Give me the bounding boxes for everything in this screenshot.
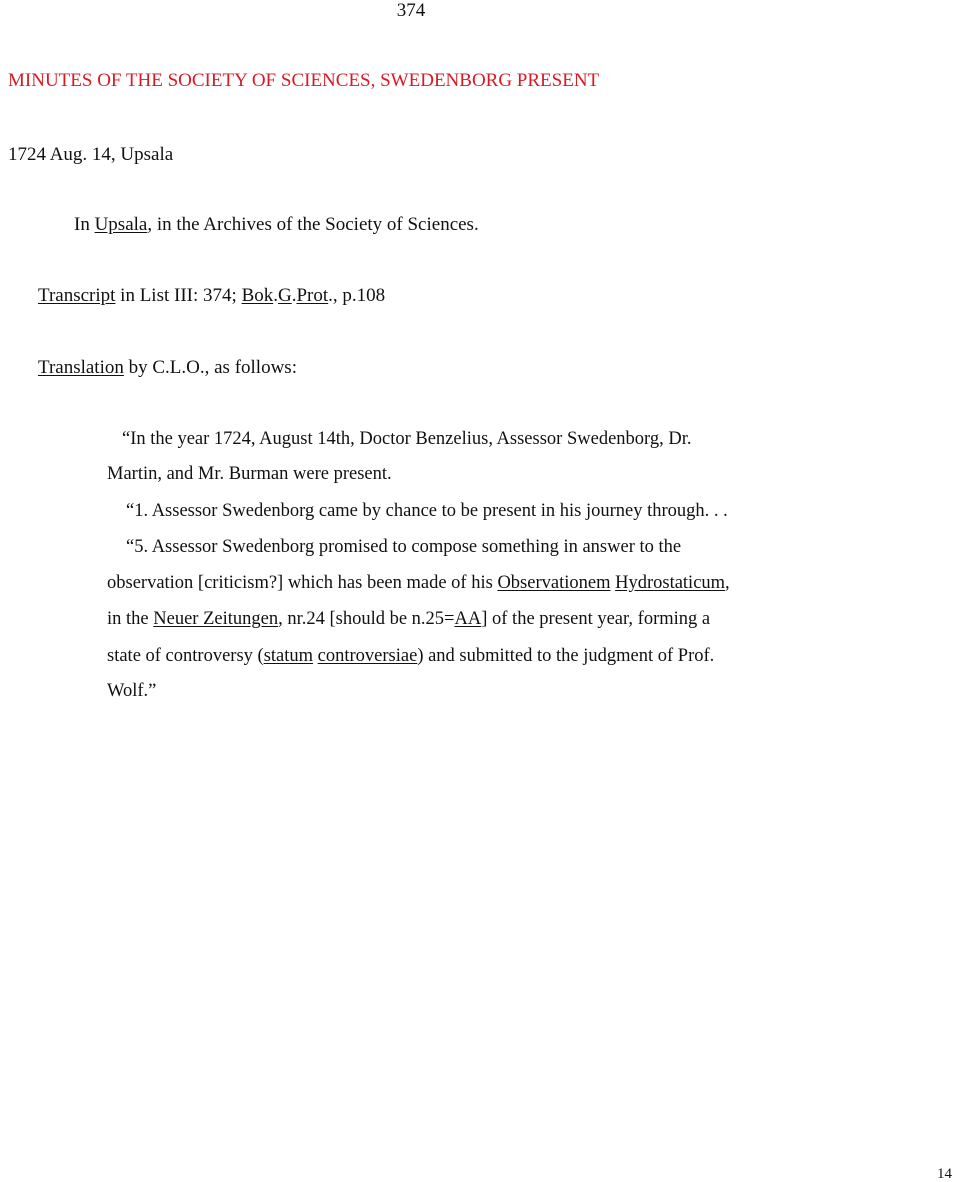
transcript-g: G (278, 285, 292, 306)
p3-hydrostaticum: Hydrostaticum (615, 573, 726, 593)
p3-line2-post: , (725, 573, 730, 593)
quote-p1-line2: Martin, and Mr. Burman were present. (107, 464, 392, 484)
quote-p1-line1: “In the year 1724, August 14th, Doctor Benzelius, Assessor Swedenborg, Dr. (122, 429, 692, 449)
transcript-line (38, 285, 385, 307)
p3-line3-pre: in the (107, 609, 154, 629)
archive-place-link: Upsala (94, 214, 148, 235)
quote-p3-line5: Wolf.” (107, 681, 157, 701)
quote-p3-line2 (107, 572, 730, 594)
transcript-label: Transcript (38, 285, 116, 306)
date-line: 1724 Aug. 14, Upsala (8, 144, 174, 165)
transcript-mid: in List III: 374; (115, 285, 242, 306)
p3-aa: AA (454, 609, 482, 629)
document-heading: MINUTES OF THE SOCIETY OF SCIENCES, SWEDENBORG PRESENT (8, 70, 600, 91)
transcript-prot: Prot (296, 285, 329, 306)
quote-p2-line1: “1. Assessor Swedenborg came by chance to be present in his journey through. . . (126, 501, 728, 521)
p3-neuer-zeitungen: Neuer Zeitungen (153, 609, 279, 629)
translation-label: Translation (38, 357, 124, 378)
page-number-top: 374 (396, 0, 426, 21)
p3-observationem: Observationem (497, 573, 611, 593)
quote-p3-line3 (107, 608, 710, 630)
transcript-post: ., p.108 (328, 285, 386, 306)
archive-line (74, 214, 479, 236)
p3-line4-pre: state of controversy ( (107, 646, 264, 666)
transcript-dot1: . (273, 285, 278, 306)
translation-line (38, 357, 297, 379)
translation-post: by C.L.O., as follows: (123, 357, 297, 378)
p3-line3-post: ] of the present year, forming a (481, 609, 711, 629)
archive-pre: In (74, 214, 95, 235)
p3-line3-mid: , nr.24 [should be n.25= (278, 609, 455, 629)
page-number-bottom: 14 (937, 1166, 952, 1182)
transcript-bok: Bok (241, 285, 274, 306)
p3-line4-post: ) and submitted to the judgment of Prof. (417, 646, 715, 666)
transcript-dot2: . (291, 285, 297, 306)
p3-statum: statum (263, 646, 314, 666)
quote-p3-line1: “5. Assessor Swedenborg promised to compose something in answer to the (126, 537, 682, 557)
archive-post: , in the Archives of the Society of Sciences. (147, 214, 479, 235)
p3-controversiae: controversiae (317, 646, 418, 666)
quote-p3-line4 (107, 645, 714, 667)
p3-line2-pre: observation [criticism?] which has been made of his (107, 573, 498, 593)
